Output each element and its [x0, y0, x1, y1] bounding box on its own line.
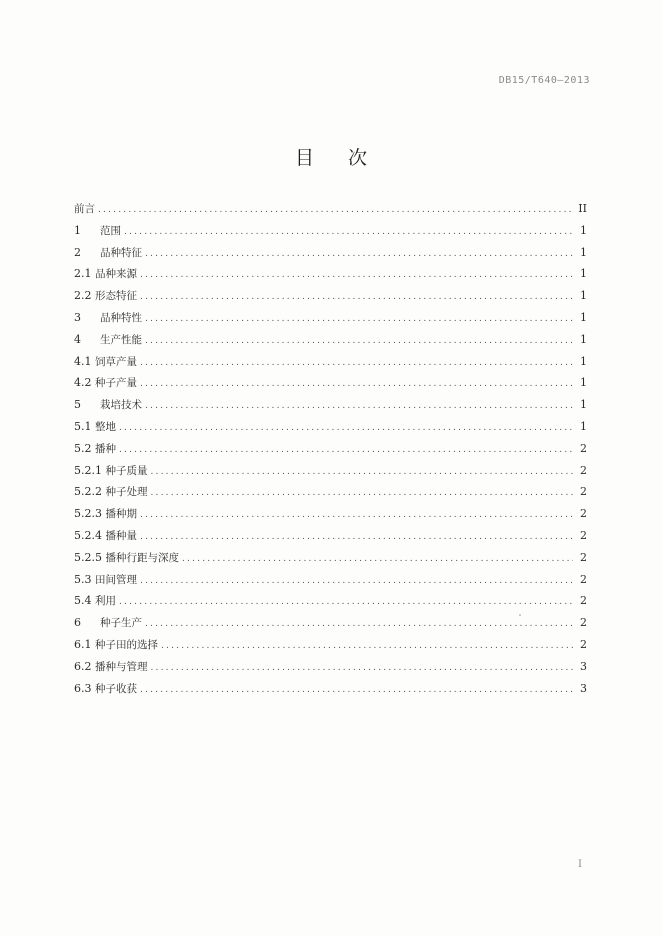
toc-entry-title: 品种特征 — [100, 246, 142, 259]
toc-entry-number: 6.2 — [74, 659, 95, 673]
toc-entry-number: 3 — [74, 310, 81, 324]
toc-entry-page: 1 — [580, 267, 587, 281]
toc-entry-number: 5.2.5 — [74, 550, 106, 564]
page-title: 目次 — [294, 147, 401, 169]
toc-entry[interactable] — [74, 372, 587, 394]
toc-entry-page: 2 — [580, 637, 587, 651]
toc-leader-dots — [98, 200, 573, 222]
toc-entry[interactable] — [74, 394, 587, 416]
toc-entry-number: 2.1 — [74, 267, 95, 281]
toc-entry-title: 播种期 — [105, 508, 137, 521]
toc-entry-page: 1 — [580, 398, 587, 412]
toc-leader-dots — [119, 418, 573, 440]
toc-entry-page: 3 — [580, 681, 587, 695]
toc-entry-number: 5.4 — [74, 594, 95, 608]
toc-entry[interactable] — [74, 263, 587, 285]
toc-entry-title: 种子田的选择 — [95, 638, 158, 651]
toc-entry-title: 播种与管理 — [95, 660, 148, 673]
toc-entry-page: 1 — [580, 419, 587, 433]
toc-leader-dots — [151, 483, 574, 505]
toc-leader-dots — [182, 549, 573, 571]
toc-entry-page: 1 — [580, 354, 587, 368]
toc-entry-number: 5.2.4 — [74, 528, 106, 542]
toc-entry[interactable] — [74, 569, 587, 591]
toc-entry-title: 种子收获 — [95, 682, 137, 695]
toc-entry-number: 5.2.3 — [74, 507, 106, 521]
toc-leader-dots — [140, 571, 573, 593]
toc-leader-dots — [119, 440, 573, 462]
toc-entry-number: 5.2.1 — [74, 463, 106, 477]
toc-entry-page: 1 — [580, 310, 587, 324]
toc-entry[interactable] — [74, 547, 587, 569]
toc-entry[interactable] — [74, 351, 587, 373]
toc-entry[interactable] — [74, 285, 587, 307]
toc-entry-number: 4.1 — [74, 354, 95, 368]
toc-leader-dots — [145, 614, 573, 636]
toc-entry[interactable] — [74, 678, 587, 700]
toc-entry-page: 2 — [580, 485, 587, 499]
toc-entry-page: 2 — [580, 441, 587, 455]
footer-page-number: I — [578, 859, 582, 870]
toc-entry[interactable] — [74, 460, 587, 482]
toc-leader-dots — [140, 353, 573, 375]
toc-entry-page: 1 — [580, 245, 587, 259]
toc-entry-number: 2 — [74, 245, 81, 259]
toc-entry-title: 利用 — [95, 595, 116, 608]
toc-entry[interactable] — [74, 416, 587, 438]
table-of-contents — [74, 198, 587, 699]
toc-leader-dots — [119, 592, 573, 614]
toc-entry-title: 种子质量 — [105, 464, 148, 477]
toc-entry-page: 1 — [580, 376, 587, 390]
toc-entry-title: 种子处理 — [105, 486, 148, 499]
toc-leader-dots — [145, 331, 573, 353]
toc-leader-dots — [145, 244, 573, 266]
toc-entry-title: 范围 — [100, 224, 121, 237]
toc-entry-title: 饲草产量 — [95, 355, 137, 368]
toc-entry-page: 2 — [580, 507, 587, 521]
toc-entry-title: 整地 — [95, 420, 116, 433]
toc-leader-dots — [140, 374, 573, 396]
toc-entry[interactable] — [74, 220, 587, 242]
toc-leader-dots — [140, 265, 573, 287]
toc-leader-dots — [140, 527, 573, 549]
toc-entry[interactable] — [74, 634, 587, 656]
toc-entry-page: 2 — [580, 550, 587, 564]
toc-entry[interactable] — [74, 307, 587, 329]
toc-entry-number: 6 — [74, 616, 81, 630]
toc-entry[interactable] — [74, 612, 587, 634]
toc-entry-page: 2 — [580, 572, 587, 586]
toc-entry-title: 种子产量 — [95, 377, 137, 390]
toc-entry-title: 播种行距与深度 — [105, 551, 179, 564]
toc-entry-page: 3 — [580, 659, 587, 673]
toc-entry-title: 栽培技术 — [100, 399, 142, 412]
toc-entry-page: 1 — [580, 332, 587, 346]
toc-entry-page: II — [578, 202, 587, 215]
toc-entry-number: 5 — [74, 398, 81, 412]
toc-entry-number: 4 — [74, 332, 81, 346]
toc-entry-number: 6.3 — [74, 681, 95, 695]
toc-leader-dots — [151, 462, 574, 484]
toc-leader-dots — [140, 680, 573, 702]
toc-entry-page: 1 — [580, 223, 587, 237]
toc-entry-page: 2 — [580, 594, 587, 608]
toc-entry[interactable] — [74, 242, 587, 264]
toc-entry-number: 1 — [74, 223, 81, 237]
toc-leader-dots — [140, 505, 573, 527]
toc-leader-dots — [145, 396, 573, 418]
toc-leader-dots — [140, 287, 573, 309]
toc-entry-number: 5.2 — [74, 441, 95, 455]
toc-leader-dots — [161, 636, 573, 658]
toc-entry-number: 5.2.2 — [74, 485, 106, 499]
toc-leader-dots — [124, 222, 573, 244]
toc-entry-page: 1 — [580, 289, 587, 303]
toc-entry-number: 5.1 — [74, 419, 95, 433]
toc-entry[interactable] — [74, 198, 587, 220]
toc-entry-number: 6.1 — [74, 637, 95, 651]
toc-entry-page: 2 — [580, 463, 587, 477]
toc-entry[interactable] — [74, 525, 587, 547]
toc-entry[interactable] — [74, 481, 587, 503]
toc-entry[interactable] — [74, 590, 587, 612]
toc-entry-title: 田间管理 — [95, 573, 137, 586]
toc-entry-title: 播种 — [95, 442, 116, 455]
toc-entry-title: 前言 — [74, 203, 95, 215]
toc-leader-dots — [151, 658, 574, 680]
toc-entry-title: 品种特性 — [100, 311, 142, 324]
toc-entry[interactable] — [74, 503, 587, 525]
standard-code: DB15/T640—2013 — [498, 75, 590, 86]
toc-entry-number: 2.2 — [74, 289, 95, 303]
toc-entry-page: 2 — [580, 528, 587, 542]
toc-entry-title: 生产性能 — [100, 333, 142, 346]
toc-entry[interactable] — [74, 438, 587, 460]
toc-leader-dots — [145, 309, 573, 331]
toc-entry-title: 形态特征 — [95, 290, 137, 303]
toc-entry[interactable] — [74, 656, 587, 678]
toc-entry-page: 2 — [580, 616, 587, 630]
toc-entry-number: 5.3 — [74, 572, 95, 586]
scan-speck — [519, 614, 521, 616]
toc-entry-number: 4.2 — [74, 376, 95, 390]
toc-entry[interactable] — [74, 329, 587, 351]
toc-entry-title: 种子生产 — [100, 617, 142, 630]
toc-entry-title: 品种来源 — [95, 268, 137, 281]
toc-entry-title: 播种量 — [105, 529, 137, 542]
